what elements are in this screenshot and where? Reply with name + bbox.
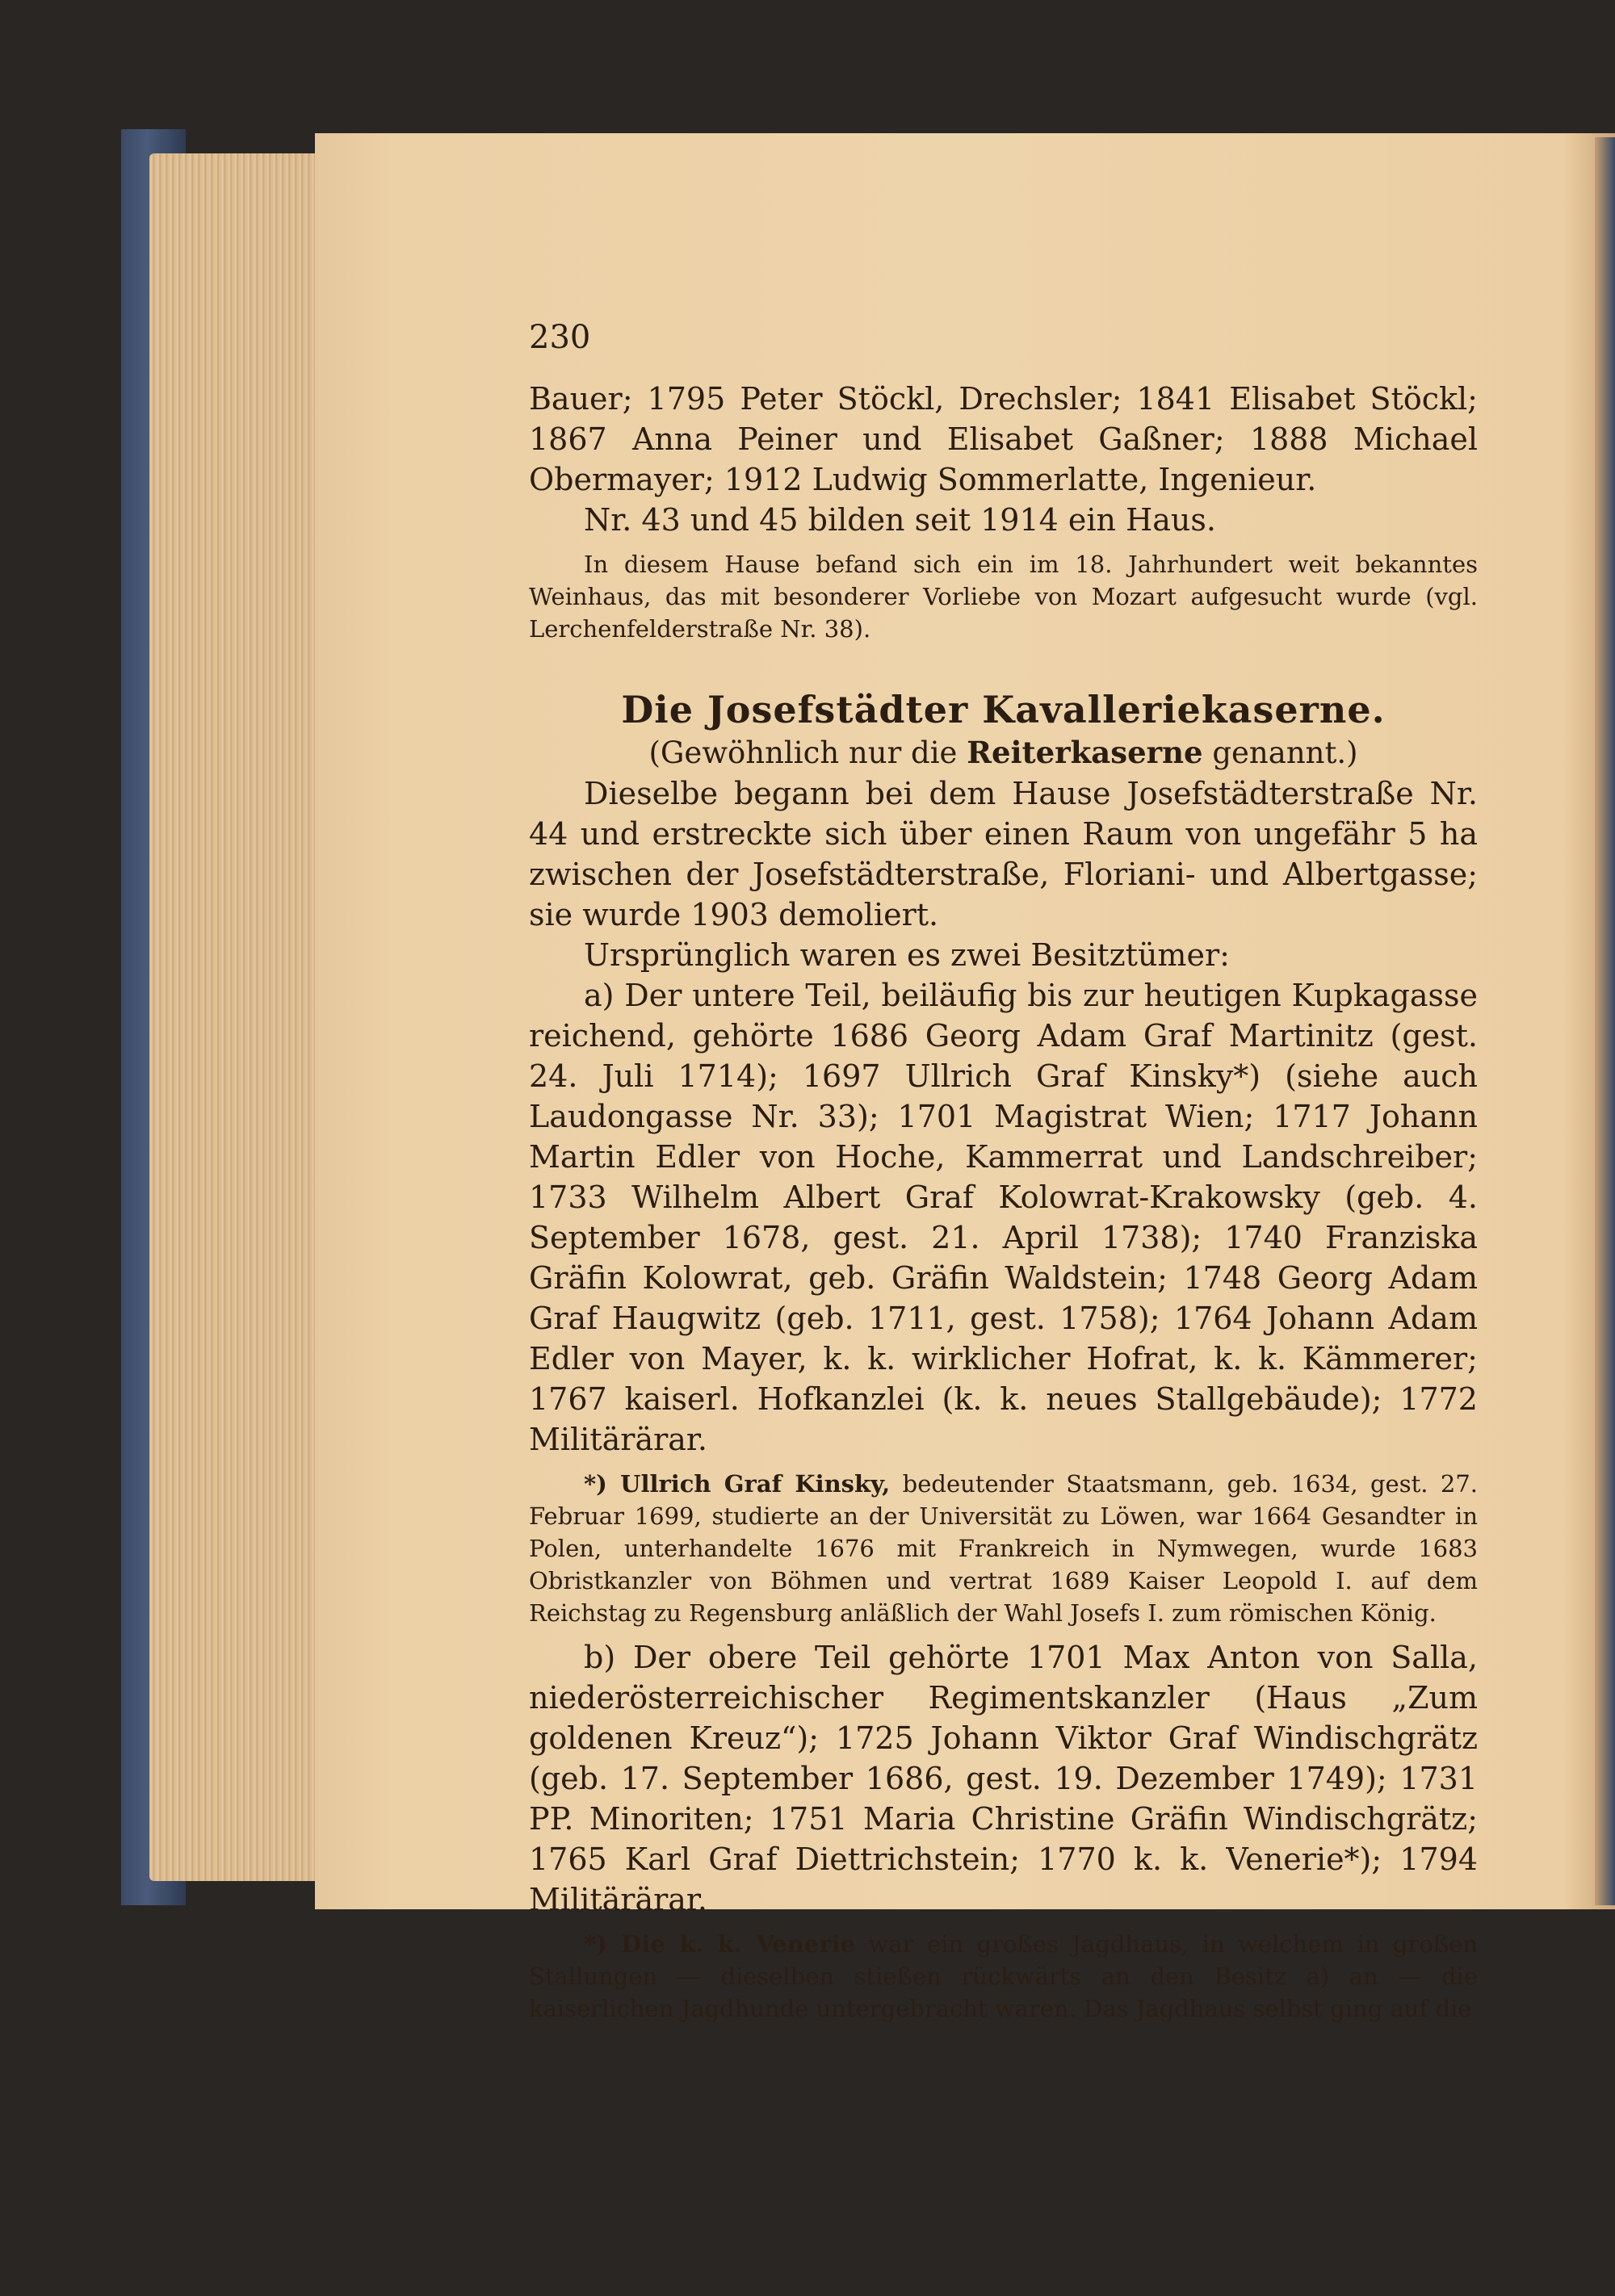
page-number: 230	[529, 319, 591, 356]
part-a-paragraph: a) Der untere Teil, beiläufig bis zur heutigen Kupkagasse reichend, gehörte 1686 Georg Adam Graf Martinitz (gest. 24. Juli 1714); 1697 Ullrich Graf Kinsky*) (siehe auch Laudongasse Nr. 33); 1701 Magistrat Wien; 1717 Johann Martin Edler von Hoche, Kammerrat und Landschreiber; 1733 Wilhelm Albert Graf Kolowrat-Krakowsky (geb. 4. September 1678, gest. 21. April 1738); 1740 Franziska Gräfin Kolowrat, geb. Gräfin Waldstein; 1748 Georg Adam Graf Haugwitz (geb. 1711, gest. 1758); 1764 Johann Adam Edler von Mayer, k. k. wirklicher Hofrat, k. k. Kämmerer; 1767 kaiserl. Hofkanzlei (k. k. neues Stallgebäude); 1772 Militärärar.	[529, 978, 1478, 1457]
facing-page-edge	[1595, 137, 1615, 1905]
footnote-b-text: war ein großes Jagdhaus, in welchem in großen Stallungen — dieselben stießen rückwärts an den Besitz a) an — die kaiserlichen Jagdhunde untergebracht waren. Das Jagdhaus selbst ging auf die	[529, 1930, 1478, 2022]
footnote-a-lead: *) Ullrich Graf Kinsky,	[584, 1470, 891, 1498]
part-b-paragraph: b) Der obere Teil gehörte 1701 Max Anton von Salla, niederösterreichischer Regimentskanzler (Haus „Zum goldenen Kreuz“); 1725 Johann Viktor Graf Windischgrätz (geb. 17. September 1686, gest. 19. Dezember 1749); 1731 PP. Minoriten; 1751 Maria Christine Gräfin Windischgrätz; 1765 Karl Graf Diettrichstein; 1770 k. k. Venerie*); 1794 Militärärar.	[529, 1640, 1478, 1917]
footnote-a	[529, 1468, 1478, 1629]
intro-paragraph: Dieselbe begann bei dem Hause Josefstädterstraße Nr. 44 und erstreckte sich über einen Raum von ungefähr 5 ha zwischen der Josefstädterstraße, Floriani- und Albertgasse; sie wurde 1903 demoliert.	[529, 776, 1478, 932]
subheading-prefix: (Gewöhnlich nur die	[648, 735, 967, 770]
footnote-a-text: bedeutender Staatsmann, geb. 1634, gest. 27. Februar 1699, studierte an der Universität zu Löwen, war 1664 Gesandter in Polen, unterhandelte 1676 mit Frankreich in Nymwegen, wurde 1683 Obristkanzler von Böhmen und vertrat 1689 Kaiser Leopold I. auf dem Reichstag zu Regensburg anläßlich der Wahl Josefs I. zum römischen König.	[529, 1470, 1478, 1627]
ownership-intro: Ursprünglich waren es zwei Besitztümer:	[584, 937, 1230, 973]
subheading-bold: Reiterkaserne	[967, 735, 1203, 770]
small-note: In diesem Hause befand sich ein im 18. Jahrhundert weit bekanntes Weinhaus, das mit besonderer Vorliebe von Mozart aufgesucht wurde (vgl. Lerchenfelderstraße Nr. 38).	[529, 551, 1478, 643]
page-content	[529, 319, 1478, 2025]
page-stack-edges	[149, 153, 323, 1881]
subheading-suffix: genannt.)	[1202, 735, 1358, 770]
house-note: Nr. 43 und 45 bilden seit 1914 ein Haus.	[584, 502, 1216, 538]
footnote-b	[529, 1928, 1478, 2025]
section-subheading	[529, 732, 1478, 773]
footnote-b-lead: *) Die k. k. Venerie	[584, 1930, 855, 1958]
carry-over-paragraph: Bauer; 1795 Peter Stöckl, Drechsler; 1841 Elisabet Stöckl; 1867 Anna Peiner und Elisabet Gaßner; 1888 Michael Obermayer; 1912 Ludwig Sommerlatte, Ingenieur.	[529, 381, 1478, 497]
section-heading: Die Josefstädter Kavalleriekaserne.	[621, 688, 1386, 731]
